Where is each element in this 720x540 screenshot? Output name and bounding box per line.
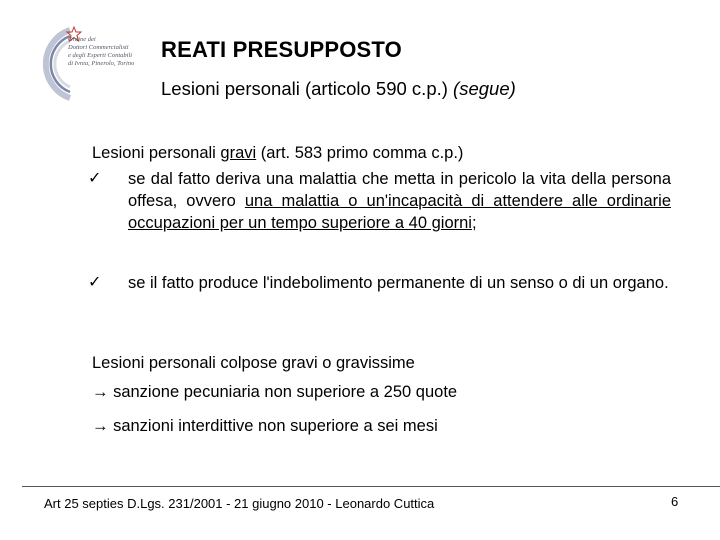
bullet-item <box>128 272 671 294</box>
consequence-text: sanzioni interdittive non superiore a sei mesi <box>108 417 438 435</box>
logo-line: Dottori Commercialisti <box>68 44 129 51</box>
bullet-underlined: una malattia o un'incapacità di attendere alle ordinarie occupazioni per un tempo superiore a 40 giorni <box>128 192 671 232</box>
heading-text: (art. 583 primo comma c.p.) <box>256 144 464 162</box>
heading-text: Lesioni personali <box>92 144 221 162</box>
bullet-text: se dal fatto deriva una malattia che metta in pericolo la vita della persona offesa, ovvero <box>128 170 671 210</box>
arrow-right-icon: → <box>92 417 109 435</box>
check-icon: ✓ <box>88 274 102 291</box>
consequence-text: sanzione pecuniaria non superiore a 250 quote <box>108 383 458 401</box>
logo-line: Ordine dei <box>68 36 96 43</box>
bullet-text: se il fatto produce l'indebolimento permanente di un senso o di un organo. <box>128 274 669 292</box>
check-icon: ✓ <box>88 170 102 187</box>
subtitle-main: Lesioni personali (articolo 590 c.p.) <box>161 78 448 99</box>
logo-line: di Ivrea, Pinerolo, Torino <box>68 60 135 67</box>
bullet-item <box>128 168 671 234</box>
consequence-line <box>92 415 438 437</box>
heading-underlined: gravi <box>220 144 257 162</box>
page-number: 6 <box>671 494 679 509</box>
footer-divider <box>22 486 720 487</box>
section2-heading: Lesioni personali colpose gravi o gravissime <box>92 354 415 372</box>
bullet-text: ; <box>471 214 477 232</box>
consequence-line <box>92 381 457 403</box>
section1-heading <box>92 142 463 164</box>
arrow-right-icon: → <box>92 383 109 401</box>
logo-line: e degli Esperti Contabili <box>68 52 133 59</box>
slide-subtitle <box>161 78 516 100</box>
subtitle-italic: (segue) <box>453 78 516 99</box>
logo <box>30 24 158 104</box>
logo-text <box>68 36 160 68</box>
footer-text: Art 25 septies D.Lgs. 231/2001 - 21 giugno 2010 - Leonardo Cuttica <box>44 496 435 511</box>
slide-title: REATI PRESUPPOSTO <box>161 37 402 62</box>
